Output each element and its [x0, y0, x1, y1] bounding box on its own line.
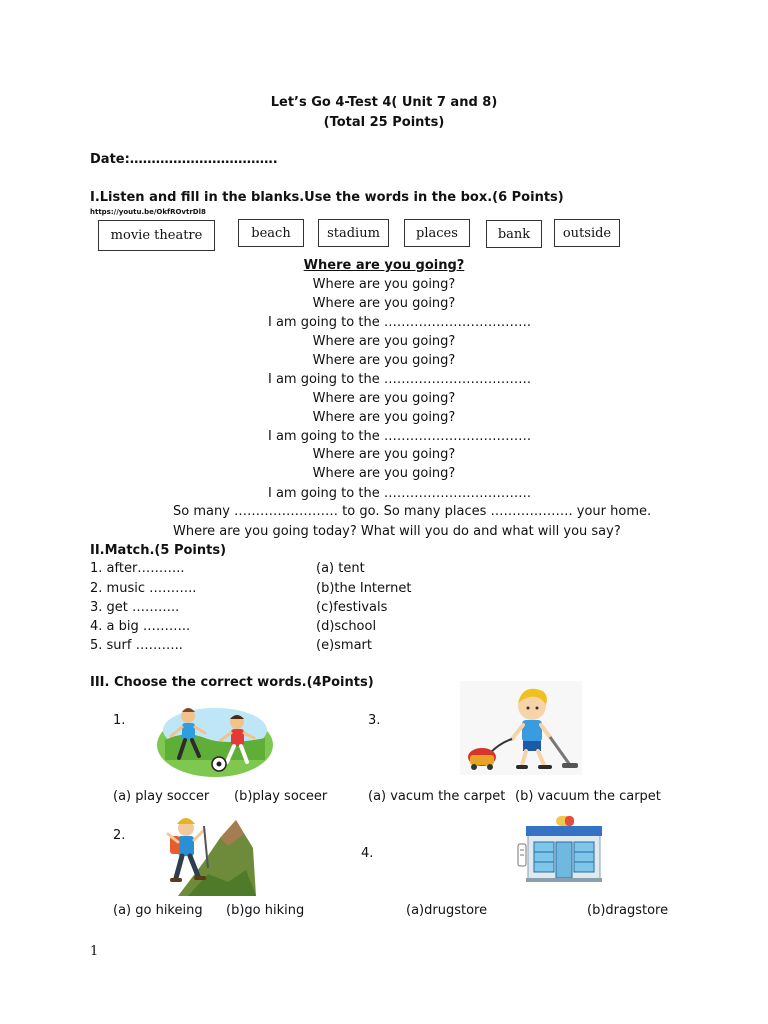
- video-url: https://youtu.be/OkfROvtrDl8: [90, 208, 206, 216]
- song-line: Where are you going?: [312, 296, 456, 311]
- question-number: 2.: [113, 828, 126, 843]
- word-box-movie-theatre: movie theatre: [98, 220, 215, 251]
- song-blank-line: I am going to the …………………………….: [268, 486, 531, 501]
- soccer-players-icon: [155, 700, 275, 778]
- page-title: Let’s Go 4-Test 4( Unit 7 and 8): [270, 95, 498, 110]
- question-number: 3.: [368, 713, 381, 728]
- option-b[interactable]: (b) vacuum the carpet: [515, 789, 661, 804]
- boy-vacuuming-icon: [460, 681, 582, 775]
- match-left-item: 2. music ………..: [90, 581, 197, 596]
- song-line: Where are you going?: [312, 391, 456, 406]
- word-box-stadium: stadium: [318, 219, 389, 247]
- song-line: Where are you going?: [312, 277, 456, 292]
- hiker-icon: [158, 808, 258, 898]
- question-number: 1.: [113, 713, 126, 728]
- song-line: Where are you going?: [312, 447, 456, 462]
- song-line: Where are you going?: [312, 334, 456, 349]
- word-box-bank: bank: [486, 220, 542, 248]
- match-right-item: (c)festivals: [316, 600, 388, 615]
- word-box-beach: beach: [238, 219, 304, 247]
- drugstore-building-icon: [516, 814, 606, 884]
- option-b[interactable]: (b)dragstore: [587, 903, 669, 918]
- page-subtitle: (Total 25 Points): [323, 115, 445, 130]
- match-right-item: (e)smart: [316, 638, 372, 653]
- word-box-outside: outside: [554, 219, 620, 247]
- song-closing-line: So many …………………… to go. So many places ………………. your home.: [173, 504, 652, 519]
- song-line: Where are you going?: [312, 466, 456, 481]
- option-b[interactable]: (b)play soceer: [234, 789, 328, 804]
- song-line: Where are you going?: [312, 410, 456, 425]
- match-left-item: 5. surf ………..: [90, 638, 183, 653]
- song-blank-line: I am going to the …………………………….: [268, 372, 531, 387]
- option-a[interactable]: (a)drugstore: [406, 903, 488, 918]
- word-box-places: places: [404, 219, 470, 247]
- match-left-item: 1. after………..: [90, 561, 185, 576]
- song-closing-line: Where are you going today? What will you do and what will you say?: [173, 524, 621, 539]
- section3-heading: III. Choose the correct words.(4Points): [90, 675, 374, 690]
- song-blank-line: I am going to the …………………………….: [268, 315, 531, 330]
- date-line: Date:…………………………….: [90, 152, 278, 167]
- option-b[interactable]: (b)go hiking: [226, 903, 305, 918]
- match-right-item: (a) tent: [316, 561, 365, 576]
- song-blank-line: I am going to the …………………………….: [268, 429, 531, 444]
- option-a[interactable]: (a) play soccer: [113, 789, 210, 804]
- match-left-item: 4. a big ………..: [90, 619, 191, 634]
- song-line: Where are you going?: [312, 353, 456, 368]
- option-a[interactable]: (a) go hikeing: [113, 903, 203, 918]
- question-number: 4.: [361, 846, 374, 861]
- option-a[interactable]: (a) vacum the carpet: [368, 789, 506, 804]
- section2-heading: II.Match.(5 Points): [90, 543, 227, 558]
- page-number: 1: [90, 944, 99, 959]
- match-right-item: (d)school: [316, 619, 377, 634]
- match-right-item: (b)the Internet: [316, 581, 412, 596]
- section1-heading: I.Listen and fill in the blanks.Use the words in the box.(6 Points): [90, 190, 564, 205]
- song-title: Where are you going?: [303, 258, 465, 273]
- match-left-item: 3. get ………..: [90, 600, 180, 615]
